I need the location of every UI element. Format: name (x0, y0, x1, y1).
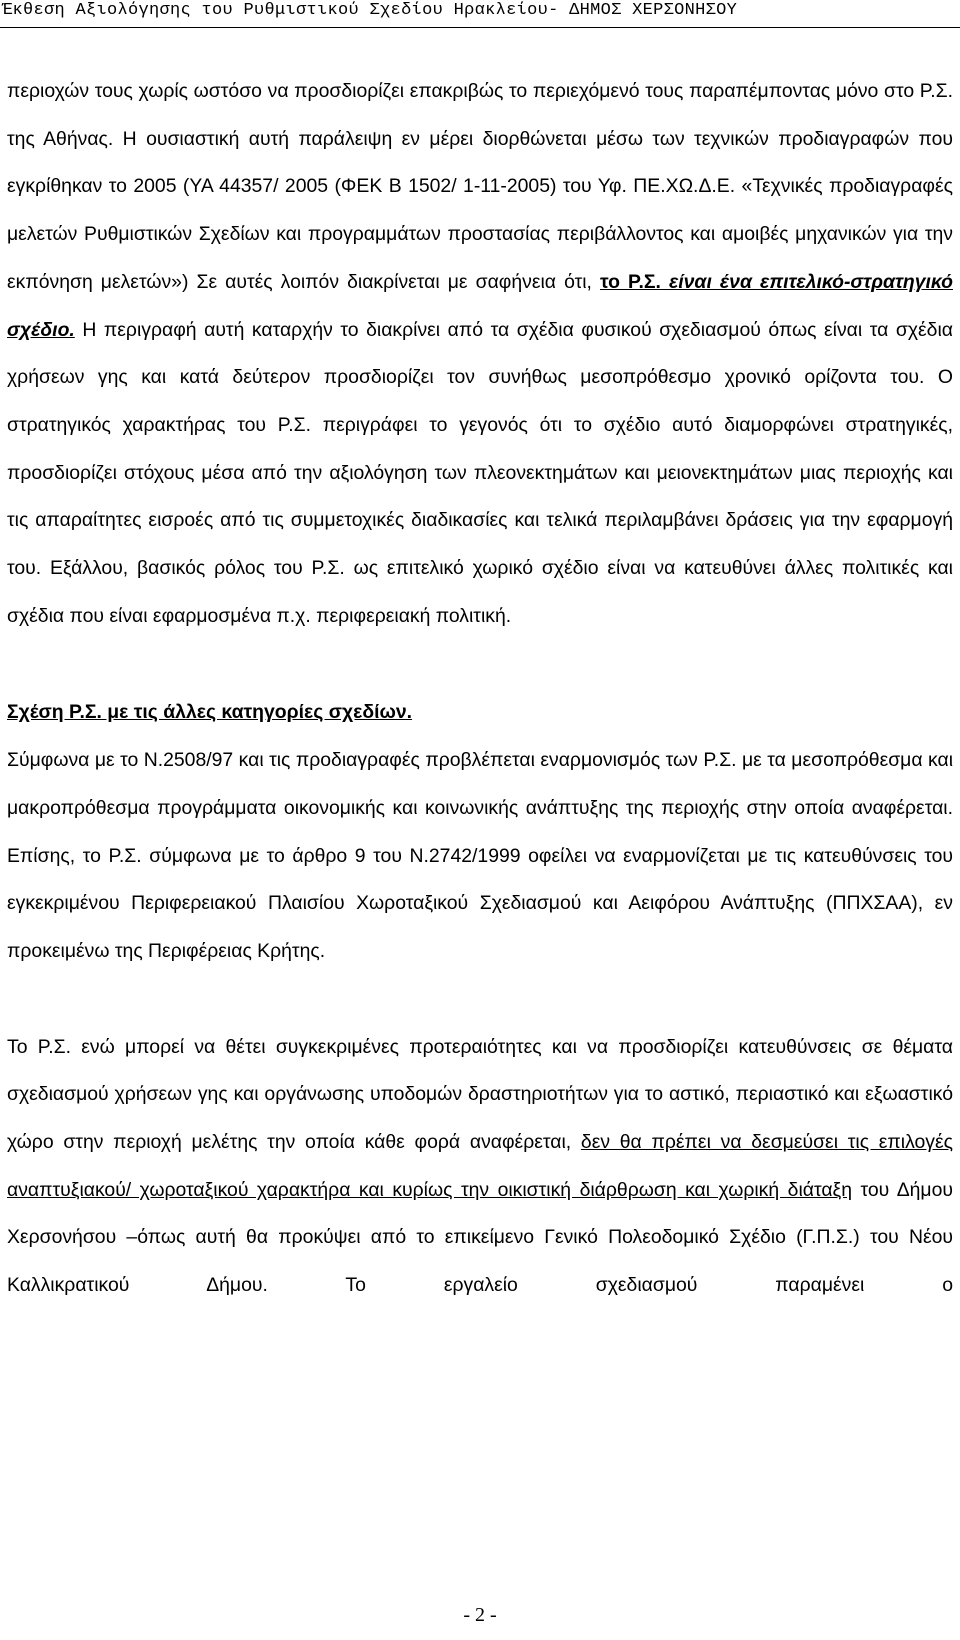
paragraph-text: περιοχών τους χωρίς ωστόσο να προσδιορίζει επακριβώς το περιεχόμενό τους παραπέμποντας μόνο στο Ρ.Σ. της Αθήνας. Η ουσιαστική αυτή παράλειψη εν μέρει διορθώνεται μέσω των τεχνικών προδιαγραφών που εγκρίθηκαν το 2005 (ΥΑ 44357/ 2005 (ΦΕΚ Β 1502/ 1-11-2005) του Υφ. ΠΕ.ΧΩ.Δ.Ε. «Τεχνικές προδιαγραφές μελετών Ρυθμιστικών Σχεδίων και προγραμμάτων προστασίας περιβάλλοντος και αμοιβές μηχανικών για την εκπόνηση μελετών») Σε αυτές λοιπόν διακρίνεται με σαφήνεια ότι, (7, 80, 953, 293)
paragraph-priorities (7, 1024, 953, 1310)
document-body (7, 68, 953, 1310)
emphasis-text: είναι ένα επιτελικό-στρατηγικό σχέδιο. (7, 270, 953, 341)
running-header: Έκθεση Αξιολόγησης του Ρυθμιστικού Σχεδίου Ηρακλείου- ΔΗΜΟΣ ΧΕΡΣΟΝΗΣΟΥ (2, 1, 738, 20)
emphasis-space (661, 271, 669, 293)
paragraph-text: Σύμφωνα με το Ν.2508/97 και τις προδιαγραφές προβλέπεται εναρμονισμός των Ρ.Σ. με τα μεσοπρόθεσμα και μακροπρόθεσμα προγράμματα οικονομικής και κοινωνικής ανάπτυξης της περιοχής στην οποία αναφέρεται. Επίσης, το Ρ.Σ. σύμφωνα με το άρθρο 9 του Ν.2742/1999 οφείλει να εναρμονίζεται με τις κατευθύνσεις του εγκεκριμένου Περιφερειακού Πλαισίου Χωροταξικού Σχεδιασμού και Αειφόρου Ανάπτυξης (ΠΠΧΣΑΑ), εν προκειμένω της Περιφέρειας Κρήτης. (7, 749, 953, 962)
spacer (7, 640, 953, 689)
paragraph-text: Το Ρ.Σ. ενώ μπορεί να θέτει συγκεκριμένες προτεραιότητες και να προσδιορίζει κατευθύνσεις σε θέματα σχεδιασμού χρήσεων γης και οργάνωσης υποδομών δραστηριοτήτων για το αστικό, περιαστικό και εξωαστικό χώρο στην περιοχή μελέτης την οποία κάθε φορά αναφέρεται, (7, 1035, 953, 1154)
page-number: - 2 - (463, 1604, 497, 1626)
section-heading: Σχέση Ρ.Σ. με τις άλλες κατηγορίες σχεδίων. (7, 701, 413, 724)
paragraph-strategic-plan (7, 68, 953, 640)
paragraph-text: του Δήμου Χερσονήσου –όπως αυτή θα προκύψει από το επικείμενο Γενικό Πολεοδομικό Σχέδιο (Γ.Π.Σ.) του Νέου Καλλικρατικού Δήμου. Το εργαλείο σχεδιασμού παραμένει ο (7, 1178, 953, 1297)
underlined-text: δεν θα πρέπει να δεσμεύσει τις επιλογές αναπτυξιακού/ χωροταξικού χαρακτήρα και κυρίως την οικιστική διάρθρωση και χωρική διάταξη (7, 1131, 953, 1201)
spacer (7, 976, 953, 1024)
header-rule (0, 27, 960, 28)
paragraph-harmonization (7, 737, 953, 976)
paragraph-text: Η περιγραφή αυτή καταρχήν το διακρίνει από τα σχέδια φυσικού σχεδιασμού όπως είναι τα σχέδια χρήσεων γης και κατά δεύτερον προσδιορίζει τον συνήθως μεσοπρόθεσμο χρονικό ορίζοντα του. Ο στρατηγικός χαρακτήρας του Ρ.Σ. περιγράφει το γεγονός ότι το σχέδιο αυτό διαμορφώνει στρατηγικές, προσδιορίζει στόχους μέσα από την αξιολόγηση των πλεονεκτημάτων και μειονεκτημάτων μιας περιοχής και τις απαραίτητες εισροές από τις συμμετοχικές διαδικασίες και τελικά περιλαμβάνει δράσεις για την εφαρμογή του. Εξάλλου, βασικός ρόλος του Ρ.Σ. ως επιτελικό χωρικό σχέδιο είναι να κατευθύνει άλλες πολιτικές και σχέδια που είναι εφαρμοσμένα π.χ. περιφερειακή πολιτική. (7, 318, 953, 627)
emphasis-text: το Ρ.Σ. (600, 270, 661, 293)
